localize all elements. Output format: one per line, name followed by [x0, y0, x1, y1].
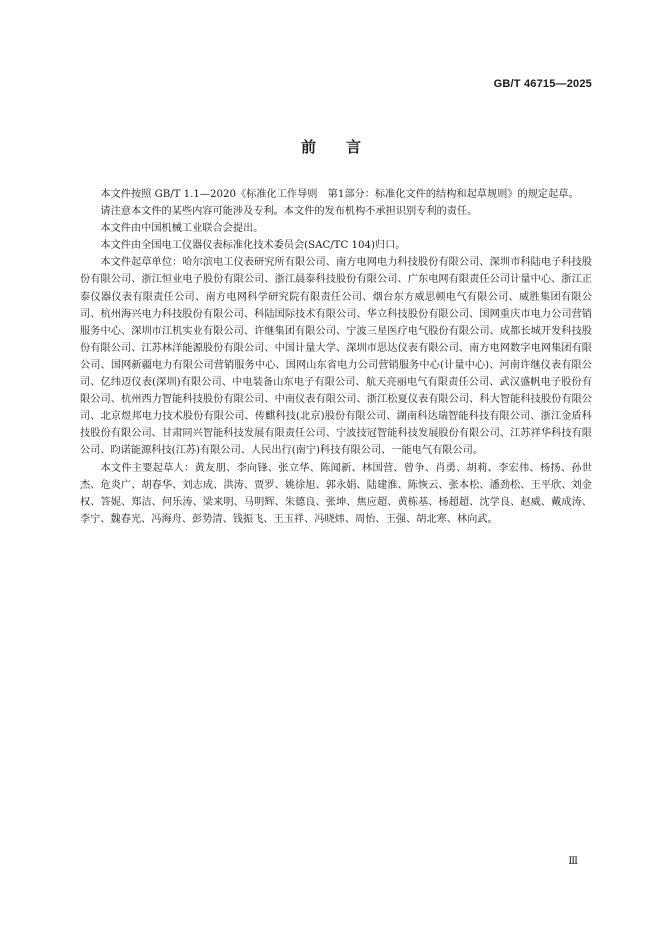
paragraph-patent-notice: 请注意本文件的某些内容可能涉及专利。本文件的发布机构不承担识别专利的责任。 — [100, 206, 478, 218]
page-number: Ⅲ — [568, 856, 578, 867]
paragraph-drafting-units: 本文件起草单位：哈尔滨电工仪表研究所有限公司、南方电网电力科技股份有限公司、深圳市科陆电子科技股份有限公司、浙江恒业电子股份有限公司、浙江晨泰科技股份有限公司、广东电网有限责任公司计量中心、浙江正泰仪器仪表有限责任公司、南方电网科学研究院有限责任公司、烟台东方威思顿电气有限公司、威胜集团有限公司、杭州海兴电力科技股份有限公司、科陆国际技术有限公司、华立科技股份有限公司、国网重庆市电力公司营销服务中心、深圳市江机实业有限公司、许继集团有限公司、宁波三星医疗电气股份有限公司、成都长城开发科技股份有限公司、江苏林洋能源股份有限公司、中国计量大学、深圳市思达仪表有限公司、南方电网数字电网集团有限公司、国网新疆电力有限公司营销服务中心、国网山东省电力公司营销服务中心(计量中心)、河南许继仪表有限公司、亿纬迈仪表(深圳)有限公司、中电装备山东电子有限公司、航天亮丽电气有限责任公司、武汉盛帆电子股份有限公司、杭州西力智能科技股份有限公司、中南仪表有限公司、浙江松夏仪表有限公司、科大智能科技股份有限公司、北京煜邦电力技术股份有限公司、传麒科技(北京)股份有限公司、湖南科达瑞智能科技有限公司、浙江金盾科技股份有限公司、甘肃同兴智能科技发展有限责任公司、宁波技冠智能科技发展股份有限公司、江苏祥华科技有限公司、昀诺能源科技(江苏)有限公司、人民出行(南宁)科技有限公司、一能电气有限公司。 — [80, 257, 592, 457]
foreword-body — [80, 186, 592, 528]
paragraph-proposer: 本文件由中国机械工业联合会提出。 — [100, 223, 264, 235]
paragraph-drafters: 本文件主要起草人：黄友朋、李向锋、张立华、陈闻新、林国营、曾争、肖勇、胡莉、李宏伟、杨扬、孙世杰、危炎广、胡春华、刘志成、洪涛、贾罗、姚徐旭、郭永娟、陆建淮、陈恢云、张本松、潘劲松、王平欣、刘金权、答妮、郑洁、何乐涛、梁来明、马明辉、朱德良、张坤、焦应超、黄栋基、杨超超、沈学良、赵威、戴成涛、李宁、魏春光、冯海舟、彭势清、钱振飞、王玉祥、冯晓炜、周怡、王强、胡北寒、林向武。 — [80, 462, 592, 525]
paragraph-technical-committee: 本文件由全国电工仪器仪表标准化技术委员会(SAC/TC 104)归口。 — [100, 240, 406, 252]
paragraph-drafting-rules: 本文件按照 GB/T 1.1—2020《标准化工作导则 第1部分：标准化文件的结构和起草规则》的规定起草。 — [100, 189, 579, 200]
document-code: GB/T 46715—2025 — [493, 78, 592, 90]
page-title: 前言 — [300, 138, 391, 156]
